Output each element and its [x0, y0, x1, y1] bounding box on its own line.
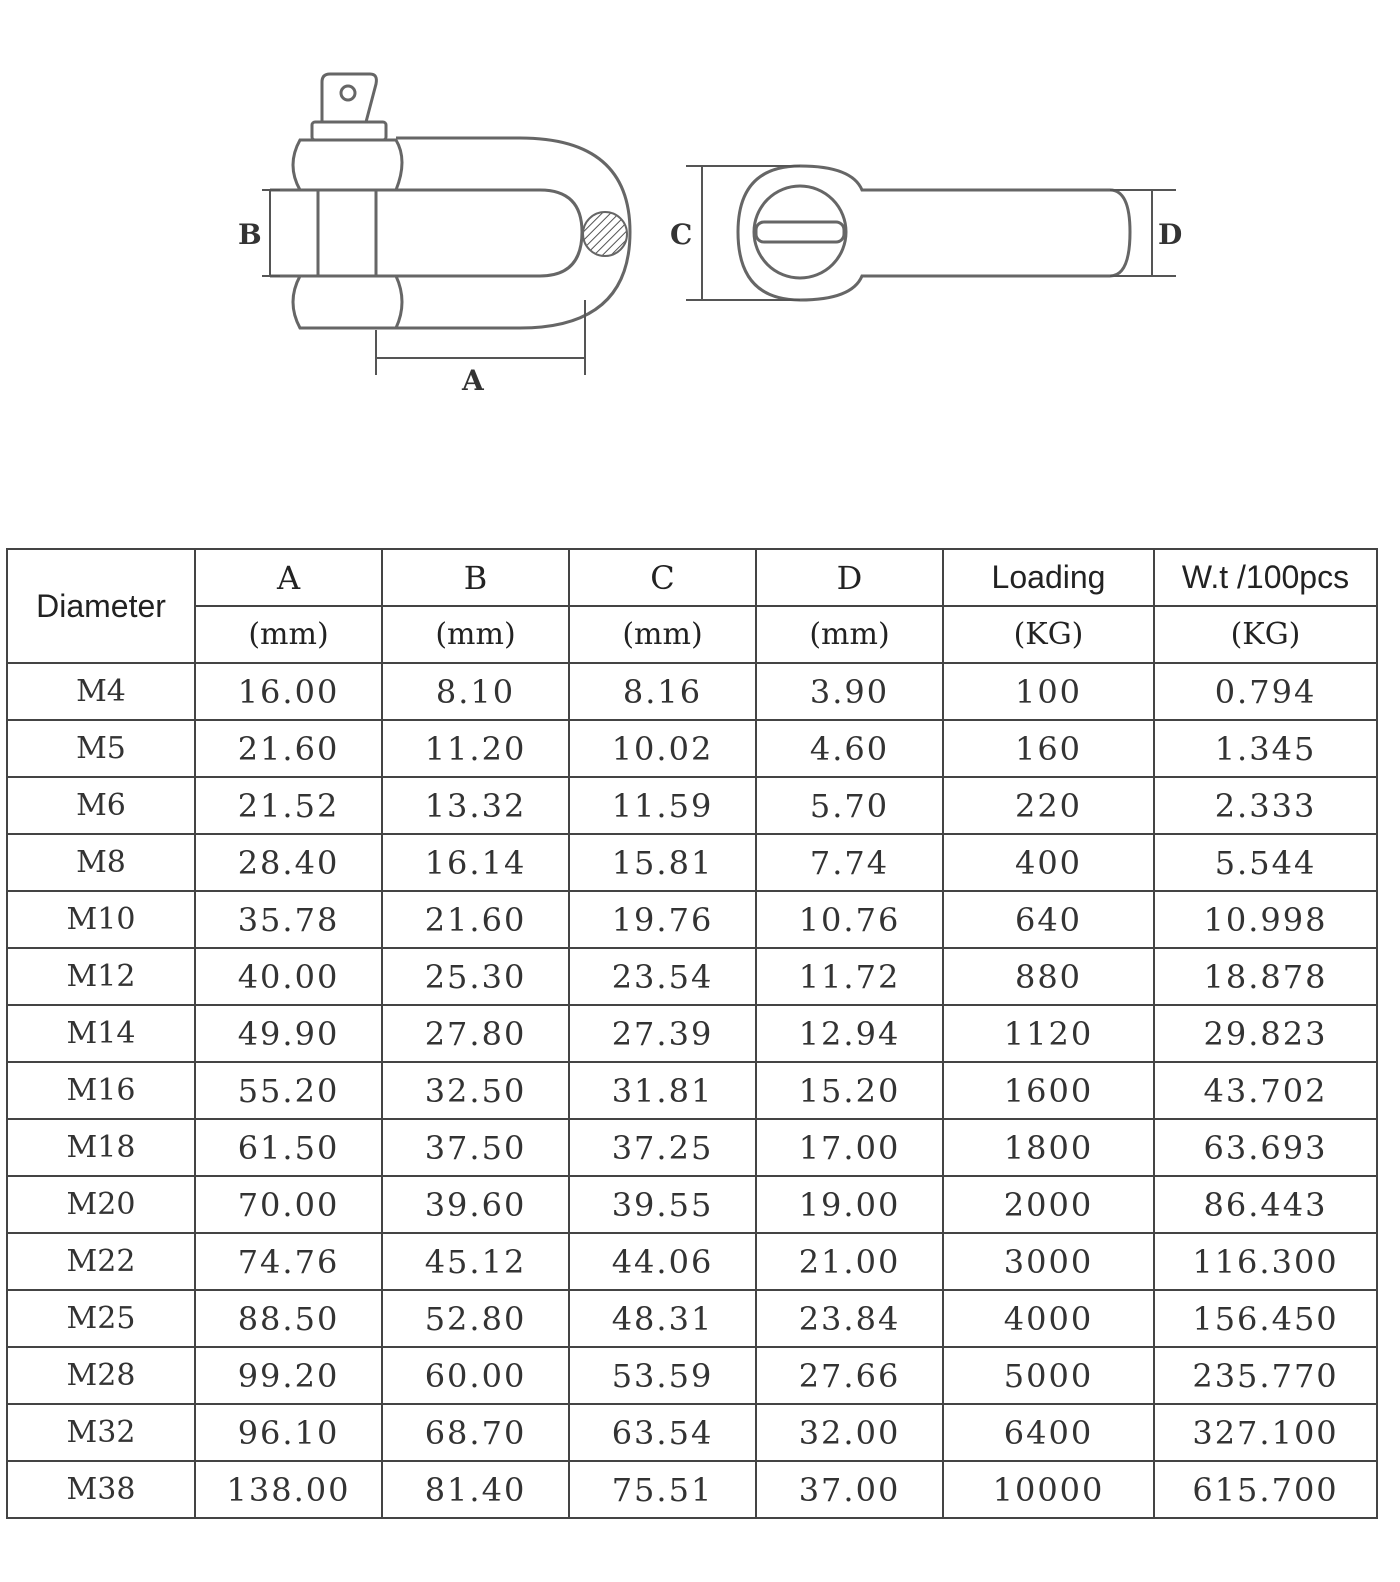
cell-weight: 1.345	[1154, 720, 1377, 777]
header-c: C	[569, 549, 756, 606]
cell-diameter: M10	[7, 891, 195, 948]
cell-d: 23.84	[756, 1290, 943, 1347]
unit-a: (mm)	[195, 606, 382, 663]
cell-a: 74.76	[195, 1233, 382, 1290]
cell-d: 37.00	[756, 1461, 943, 1518]
cell-d: 3.90	[756, 663, 943, 720]
cell-c: 39.55	[569, 1176, 756, 1233]
cell-d: 15.20	[756, 1062, 943, 1119]
table-row	[7, 720, 1377, 777]
cell-a: 55.20	[195, 1062, 382, 1119]
unit-c: (mm)	[569, 606, 756, 663]
dimension-label-c: C	[670, 218, 693, 251]
table-row	[7, 777, 1377, 834]
table-row	[7, 1176, 1377, 1233]
shackle-diagram	[0, 0, 1400, 520]
cell-a: 138.00	[195, 1461, 382, 1518]
table-row	[7, 1062, 1377, 1119]
cell-diameter: M8	[7, 834, 195, 891]
cell-diameter: M28	[7, 1347, 195, 1404]
cell-b: 39.60	[382, 1176, 569, 1233]
cell-c: 27.39	[569, 1005, 756, 1062]
header-row	[7, 549, 1377, 606]
table-row	[7, 1233, 1377, 1290]
cell-diameter: M18	[7, 1119, 195, 1176]
cell-c: 53.59	[569, 1347, 756, 1404]
cell-loading: 400	[943, 834, 1154, 891]
cell-diameter: M38	[7, 1461, 195, 1518]
cell-loading: 2000	[943, 1176, 1154, 1233]
cell-weight: 5.544	[1154, 834, 1377, 891]
cell-c: 19.76	[569, 891, 756, 948]
cell-c: 23.54	[569, 948, 756, 1005]
cell-d: 5.70	[756, 777, 943, 834]
cell-diameter: M12	[7, 948, 195, 1005]
cell-loading: 5000	[943, 1347, 1154, 1404]
table-row	[7, 663, 1377, 720]
cell-a: 96.10	[195, 1404, 382, 1461]
cell-diameter: M20	[7, 1176, 195, 1233]
table-row	[7, 1005, 1377, 1062]
cell-d: 11.72	[756, 948, 943, 1005]
cell-a: 70.00	[195, 1176, 382, 1233]
header-weight: W.t /100pcs	[1154, 549, 1377, 606]
unit-weight: (KG)	[1154, 606, 1377, 663]
cell-b: 37.50	[382, 1119, 569, 1176]
unit-row	[7, 606, 1377, 663]
cell-b: 21.60	[382, 891, 569, 948]
cell-weight: 615.700	[1154, 1461, 1377, 1518]
unit-b: (mm)	[382, 606, 569, 663]
cell-weight: 10.998	[1154, 891, 1377, 948]
header-diameter: Diameter	[7, 549, 195, 663]
cell-weight: 29.823	[1154, 1005, 1377, 1062]
cell-weight: 43.702	[1154, 1062, 1377, 1119]
cell-c: 63.54	[569, 1404, 756, 1461]
cell-b: 32.50	[382, 1062, 569, 1119]
cell-b: 68.70	[382, 1404, 569, 1461]
cell-loading: 880	[943, 948, 1154, 1005]
cell-loading: 1800	[943, 1119, 1154, 1176]
cell-b: 52.80	[382, 1290, 569, 1347]
cell-a: 99.20	[195, 1347, 382, 1404]
cell-a: 28.40	[195, 834, 382, 891]
cell-diameter: M14	[7, 1005, 195, 1062]
shackle-front-view	[270, 74, 630, 328]
table-row	[7, 1404, 1377, 1461]
cell-b: 8.10	[382, 663, 569, 720]
cell-weight: 63.693	[1154, 1119, 1377, 1176]
cell-b: 27.80	[382, 1005, 569, 1062]
cell-b: 81.40	[382, 1461, 569, 1518]
cell-b: 16.14	[382, 834, 569, 891]
cell-diameter: M25	[7, 1290, 195, 1347]
cell-c: 15.81	[569, 834, 756, 891]
cell-loading: 10000	[943, 1461, 1154, 1518]
cell-d: 17.00	[756, 1119, 943, 1176]
cell-loading: 640	[943, 891, 1154, 948]
cell-d: 7.74	[756, 834, 943, 891]
cell-weight: 86.443	[1154, 1176, 1377, 1233]
cell-diameter: M16	[7, 1062, 195, 1119]
cell-c: 11.59	[569, 777, 756, 834]
cell-loading: 160	[943, 720, 1154, 777]
cell-d: 21.00	[756, 1233, 943, 1290]
table-row	[7, 948, 1377, 1005]
table-row	[7, 1347, 1377, 1404]
specification-table	[6, 548, 1378, 1519]
cell-c: 10.02	[569, 720, 756, 777]
cell-a: 16.00	[195, 663, 382, 720]
cell-diameter: M6	[7, 777, 195, 834]
header-d: D	[756, 549, 943, 606]
cell-c: 48.31	[569, 1290, 756, 1347]
unit-loading: (KG)	[943, 606, 1154, 663]
cell-d: 27.66	[756, 1347, 943, 1404]
cell-c: 31.81	[569, 1062, 756, 1119]
cell-d: 19.00	[756, 1176, 943, 1233]
cell-b: 60.00	[382, 1347, 569, 1404]
cell-a: 88.50	[195, 1290, 382, 1347]
header-b: B	[382, 549, 569, 606]
cell-loading: 100	[943, 663, 1154, 720]
cell-c: 37.25	[569, 1119, 756, 1176]
table-row	[7, 1461, 1377, 1518]
cell-weight: 235.770	[1154, 1347, 1377, 1404]
dimension-label-a: A	[462, 364, 484, 397]
cell-b: 25.30	[382, 948, 569, 1005]
table-row	[7, 1290, 1377, 1347]
cell-loading: 1600	[943, 1062, 1154, 1119]
cell-diameter: M5	[7, 720, 195, 777]
cell-c: 8.16	[569, 663, 756, 720]
table-row	[7, 891, 1377, 948]
unit-d: (mm)	[756, 606, 943, 663]
cell-a: 35.78	[195, 891, 382, 948]
header-a: A	[195, 549, 382, 606]
cell-weight: 327.100	[1154, 1404, 1377, 1461]
cell-a: 21.52	[195, 777, 382, 834]
cell-weight: 116.300	[1154, 1233, 1377, 1290]
cell-loading: 220	[943, 777, 1154, 834]
cell-loading: 6400	[943, 1404, 1154, 1461]
cell-a: 40.00	[195, 948, 382, 1005]
cell-b: 45.12	[382, 1233, 569, 1290]
cell-c: 75.51	[569, 1461, 756, 1518]
header-loading: Loading	[943, 549, 1154, 606]
cell-a: 49.90	[195, 1005, 382, 1062]
cell-d: 4.60	[756, 720, 943, 777]
cell-b: 11.20	[382, 720, 569, 777]
cell-diameter: M32	[7, 1404, 195, 1461]
cell-weight: 18.878	[1154, 948, 1377, 1005]
cell-diameter: M4	[7, 663, 195, 720]
cell-loading: 4000	[943, 1290, 1154, 1347]
cell-loading: 3000	[943, 1233, 1154, 1290]
cell-weight: 156.450	[1154, 1290, 1377, 1347]
cell-d: 32.00	[756, 1404, 943, 1461]
cell-d: 12.94	[756, 1005, 943, 1062]
shackle-side-view	[738, 166, 1130, 300]
cell-b: 13.32	[382, 777, 569, 834]
dimension-label-b: B	[238, 218, 262, 251]
cell-d: 10.76	[756, 891, 943, 948]
cell-c: 44.06	[569, 1233, 756, 1290]
cell-weight: 2.333	[1154, 777, 1377, 834]
table-body	[7, 663, 1377, 1518]
table-row	[7, 834, 1377, 891]
cell-a: 21.60	[195, 720, 382, 777]
cell-a: 61.50	[195, 1119, 382, 1176]
cell-weight: 0.794	[1154, 663, 1377, 720]
table-row	[7, 1119, 1377, 1176]
cell-loading: 1120	[943, 1005, 1154, 1062]
dimension-label-d: D	[1158, 218, 1183, 251]
cell-diameter: M22	[7, 1233, 195, 1290]
